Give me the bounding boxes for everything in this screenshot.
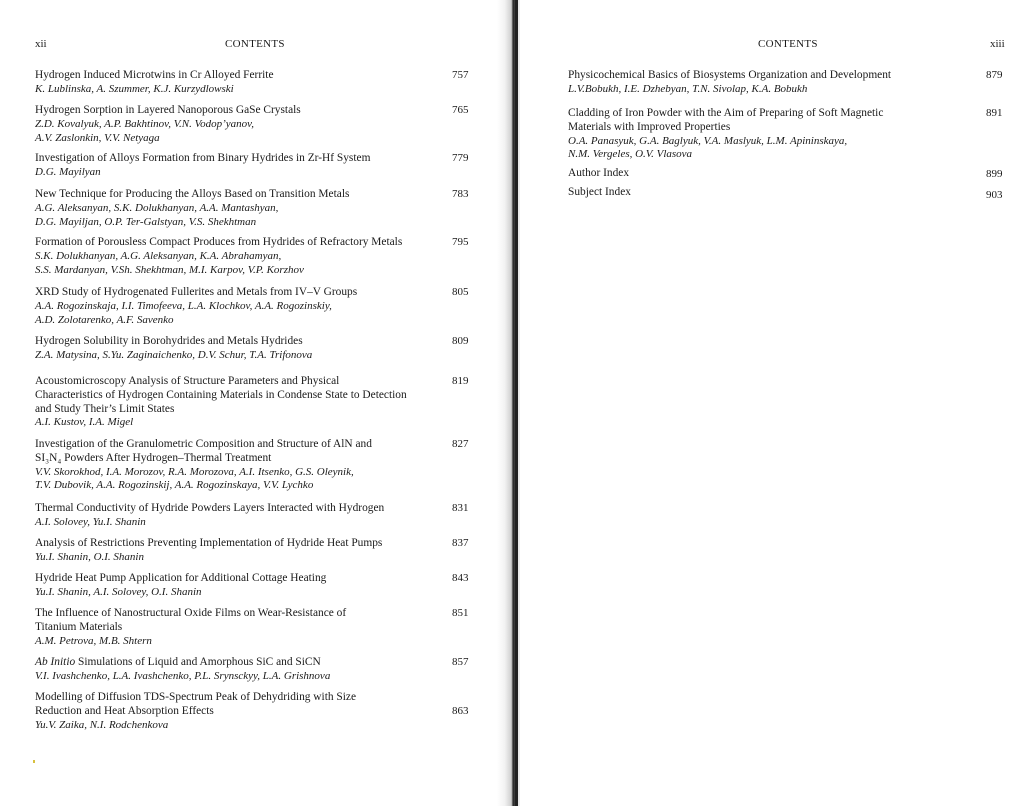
toc-entry (35, 438, 435, 493)
entry-authors: A.A. Rogozinskaja, I.I. Timofeeva, L.A. Klochkov, A.A. Rogozinskiy, (35, 299, 332, 312)
entry-title: New Technique for Producing the Alloys Based on Transition Metals (35, 188, 350, 200)
entry-authors: A.I. Kustov, I.A. Migel (35, 416, 134, 429)
entry-page-number: 903 (986, 189, 1003, 201)
left-page (0, 0, 510, 806)
running-head-left: CONTENTS (225, 38, 285, 50)
entry-title: Physicochemical Basics of Biosystems Organization and Development (568, 69, 892, 81)
toc-entry (35, 375, 435, 430)
entry-title-line: and Study Their’s Limit States (35, 402, 175, 415)
entry-authors: K. Lublinska, A. Szummer, K.J. Kurzydlowski (35, 82, 234, 95)
toc-entry (35, 537, 435, 565)
toc-entry (568, 186, 968, 200)
entry-page-number: 879 (986, 69, 1003, 81)
entry-title: Hydride Heat Pump Application for Additional Cottage Heating (35, 572, 327, 584)
entry-page-number: 857 (452, 656, 469, 668)
right-page (520, 0, 1024, 806)
entry-authors: T.V. Dubovik, A.A. Rogozinskij, A.A. Rogozinskaya, V.V. Lychko (35, 479, 314, 492)
entry-page-number: 805 (452, 286, 469, 298)
entry-authors: V.I. Ivashchenko, L.A. Ivashchenko, P.L. Srynsckyy, L.A. Grishnova (35, 669, 331, 682)
entry-title: Investigation of Alloys Formation from Binary Hydrides in Zr-Hf System (35, 152, 371, 164)
entry-authors: Z.A. Matysina, S.Yu. Zaginaichenko, D.V. Schur, T.A. Trifonova (35, 348, 313, 361)
entry-authors: Yu.I. Shanin, A.I. Solovey, O.I. Shanin (35, 585, 202, 598)
entry-authors: A.G. Aleksanyan, S.K. Dolukhanyan, A.A. Mantashyan, (35, 201, 279, 214)
entry-page-number: 851 (452, 607, 469, 619)
entry-page-number: 831 (452, 502, 469, 514)
entry-page-number: 809 (452, 335, 469, 347)
entry-title-italic: Ab Initio (35, 656, 76, 668)
toc-entry (35, 691, 435, 732)
entry-page-number: 827 (452, 438, 469, 450)
toc-entry (35, 236, 435, 277)
folio-right: xiii (990, 38, 1005, 50)
entry-authors: Yu.V. Zaika, N.I. Rodchenkova (35, 718, 169, 731)
entry-page-number: 863 (452, 705, 469, 717)
toc-entry (35, 69, 435, 97)
entry-title-line: Materials with Improved Properties (568, 120, 731, 133)
entry-title-line: Titanium Materials (35, 620, 123, 633)
entry-title (35, 656, 435, 670)
toc-entry (568, 107, 968, 162)
entry-authors: O.A. Panasyuk, G.A. Baglyuk, V.A. Maslyuk, L.M. Apininskaya, (568, 134, 848, 147)
entry-page-number: 843 (452, 572, 469, 584)
entry-title: Analysis of Restrictions Preventing Implementation of Hydride Heat Pumps (35, 537, 383, 549)
entry-title-rest: Simulations of Liquid and Amorphous SiC and SiCN (75, 656, 321, 668)
entry-page-number: 795 (452, 236, 469, 248)
entry-page-number: 765 (452, 104, 469, 116)
entry-title: Author Index (568, 167, 630, 179)
entry-title-line: Modelling of Diffusion TDS-Spectrum Peak of Dehydriding with Size (35, 691, 357, 703)
entry-title: Thermal Conductivity of Hydride Powders Layers Interacted with Hydrogen (35, 502, 385, 514)
toc-entry (35, 502, 435, 530)
entry-title: Hydrogen Solubility in Borohydrides and Metals Hydrides (35, 335, 303, 347)
entry-page-number: 819 (452, 375, 469, 387)
entry-authors: S.K. Dolukhanyan, A.G. Aleksanyan, K.A. Abrahamyan, (35, 249, 282, 262)
toc-entry (35, 335, 435, 363)
entry-title: Formation of Porousless Compact Produces from Hydrides of Refractory Metals (35, 236, 403, 248)
entry-title-line: Characteristics of Hydrogen Containing Materials in Condense State to Detection (35, 388, 407, 401)
entry-authors: N.M. Vergeles, O.V. Vlasova (568, 148, 693, 161)
entry-title-line: The Influence of Nanostructural Oxide Films on Wear-Resistance of (35, 607, 347, 619)
toc-entry (35, 607, 435, 648)
toc-entry (35, 572, 435, 600)
toc-entry (35, 152, 435, 180)
entry-title-line: Cladding of Iron Powder with the Aim of Preparing of Soft Magnetic (568, 107, 884, 119)
entry-authors: A.V. Zaslonkin, V.V. Netyaga (35, 131, 160, 144)
toc-entry (35, 286, 435, 327)
entry-authors: L.V.Bobukh, I.E. Dzhebyan, T.N. Sivolap, K.A. Bobukh (568, 82, 808, 95)
entry-page-number: 757 (452, 69, 469, 81)
toc-entry (35, 188, 435, 229)
entry-authors: A.D. Zolotarenko, A.F. Savenko (35, 313, 174, 326)
entry-title: Subject Index (568, 186, 631, 198)
toc-entry (568, 69, 968, 97)
toc-entry (568, 167, 968, 181)
entry-title-line: Investigation of the Granulometric Composition and Structure of AlN and (35, 438, 372, 450)
entry-title: Hydrogen Sorption in Layered Nanoporous GaSe Crystals (35, 104, 301, 116)
entry-page-number: 783 (452, 188, 469, 200)
entry-authors: D.G. Mayiljan, O.P. Ter-Galstyan, V.S. Shekhtman (35, 215, 257, 228)
entry-title-line: Acoustomicroscopy Analysis of Structure Parameters and Physical (35, 375, 340, 387)
entry-authors: Yu.I. Shanin, O.I. Shanin (35, 550, 144, 563)
entry-page-number: 899 (986, 168, 1003, 180)
running-head-right: CONTENTS (758, 38, 818, 50)
entry-authors: S.S. Mardanyan, V.Sh. Shekhtman, M.I. Karpov, V.P. Korzhov (35, 263, 304, 276)
folio-left: xii (35, 38, 47, 50)
entry-authors: D.G. Mayilyan (35, 165, 101, 178)
entry-page-number: 837 (452, 537, 469, 549)
entry-title-line: Reduction and Heat Absorption Effects (35, 704, 214, 717)
page-smudge (33, 760, 35, 763)
entry-page-number: 891 (986, 107, 1003, 119)
entry-page-number: 779 (452, 152, 469, 164)
entry-title: XRD Study of Hydrogenated Fullerites and Metals from IV–V Groups (35, 286, 358, 298)
entry-authors: Z.D. Kovalyuk, A.P. Bakhtinov, V.N. Vodop’yanov, (35, 117, 254, 130)
entry-authors: A.M. Petrova, M.B. Shtern (35, 634, 152, 647)
toc-entry (35, 656, 435, 684)
entry-authors: A.I. Solovey, Yu.I. Shanin (35, 515, 146, 528)
gutter-shadow (515, 0, 518, 806)
entry-authors: V.V. Skorokhod, I.A. Morozov, R.A. Morozova, A.I. Itsenko, G.S. Oleynik, (35, 465, 354, 478)
entry-title: Hydrogen Induced Microtwins in Cr Alloyed Ferrite (35, 69, 274, 81)
toc-entry (35, 104, 435, 145)
entry-title-line: SI₃N₄ Powders After Hydrogen–Thermal Treatment (35, 451, 272, 464)
